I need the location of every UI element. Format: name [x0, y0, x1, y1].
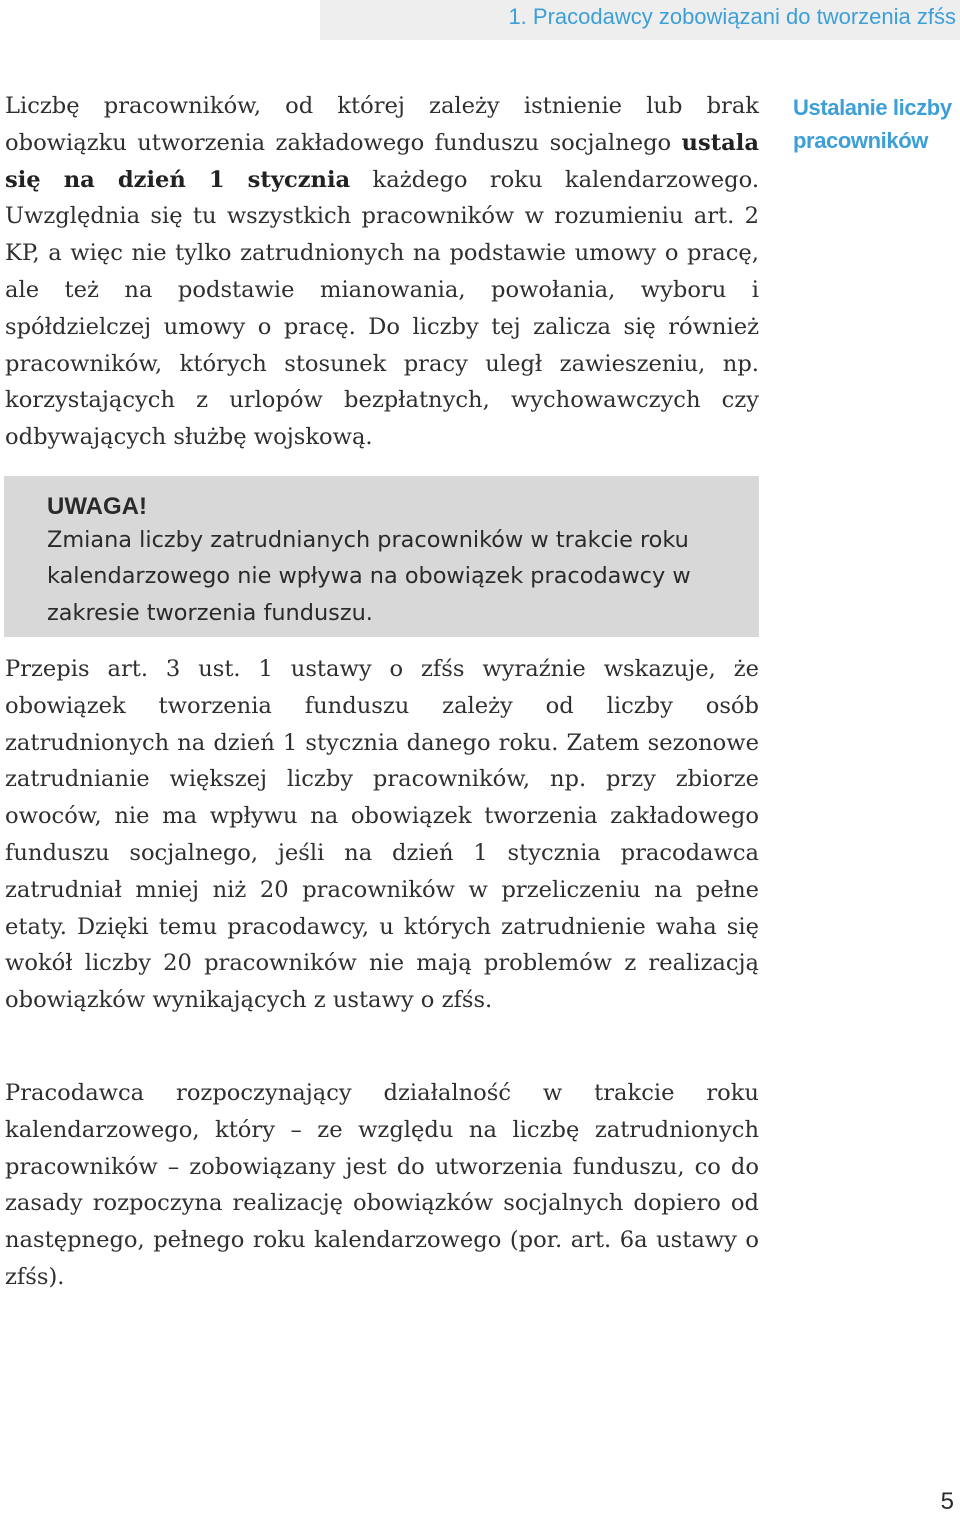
paragraph-text: każdego roku kalendarzowego. Uwzględnia się tu wszystkich pracowników w rozumieniu art. 2 KP, a więc nie tylko zatrudnionych na podstawie umowy o pracę, ale też na podstawie mianowania, powołania, wyboru i spółdzielczej umowy o pracę. Do liczby tej zalicza się również pracowników, których stosunek pracy uległ zawieszeniu, np. korzystających z urlopów bezpłatnych, wychowawczych czy odbywających służbę wojskową.	[5, 166, 759, 451]
page-number: 5	[940, 1488, 954, 1515]
note-title: UWAGA!	[47, 493, 147, 520]
note-text: Zmiana liczby zatrudnianych pracowników w trakcie roku kalendarzowego nie wpływa na obowiązek pracodawcy w zakresie tworzenia funduszu.	[47, 527, 691, 626]
chapter-title: 1. Pracodawcy zobowiązani do tworzenia zfśs	[508, 4, 956, 29]
running-header	[320, 0, 960, 40]
paragraph-new-employer: Pracodawca rozpoczynający działalność w trakcie roku kalendarzowego, który – ze względu na liczbę zatrudnionych pracowników – zobowiązany jest do utworzenia funduszu, co do zasady rozpoczyna realizację obowiązków socjalnych dopiero od następnego, pełnego roku kalendarzowego (por. art. 6a ustawy o zfśs).	[5, 1080, 759, 1290]
emphasis-date: ustala się na dzień 1 stycznia	[5, 129, 759, 193]
paragraph-statute-provision: Przepis art. 3 ust. 1 ustawy o zfśs wyraźnie wskazuje, że obowiązek tworzenia funduszu zależy od liczby osób zatrudnionych na dzień 1 stycznia danego roku. Zatem sezonowe zatrudnianie większej liczby pracowników, np. przy zbiorze owoców, nie ma wpływu na obowiązek tworzenia zakładowego funduszu socjalnego, jeśli na dzień 1 stycznia pracodawca zatrudniał mniej niż 20 pracowników w przeliczeniu na pełne etaty. Dzięki temu pracodawcy, u których zatrudnienie waha się wokół liczby 20 pracowników nie mają problemów z realizacją obowiązków wynikających z ustawy o zfśs.	[5, 656, 759, 1014]
note-box	[4, 476, 759, 637]
paragraph-employee-count-date	[5, 88, 759, 456]
paragraph-text: Liczbę pracowników, od której zależy istnienie lub brak obowiązku utworzenia zakładowego funduszu socjalnego	[5, 93, 759, 156]
margin-heading: Ustalanie liczby pracowników	[793, 95, 952, 153]
